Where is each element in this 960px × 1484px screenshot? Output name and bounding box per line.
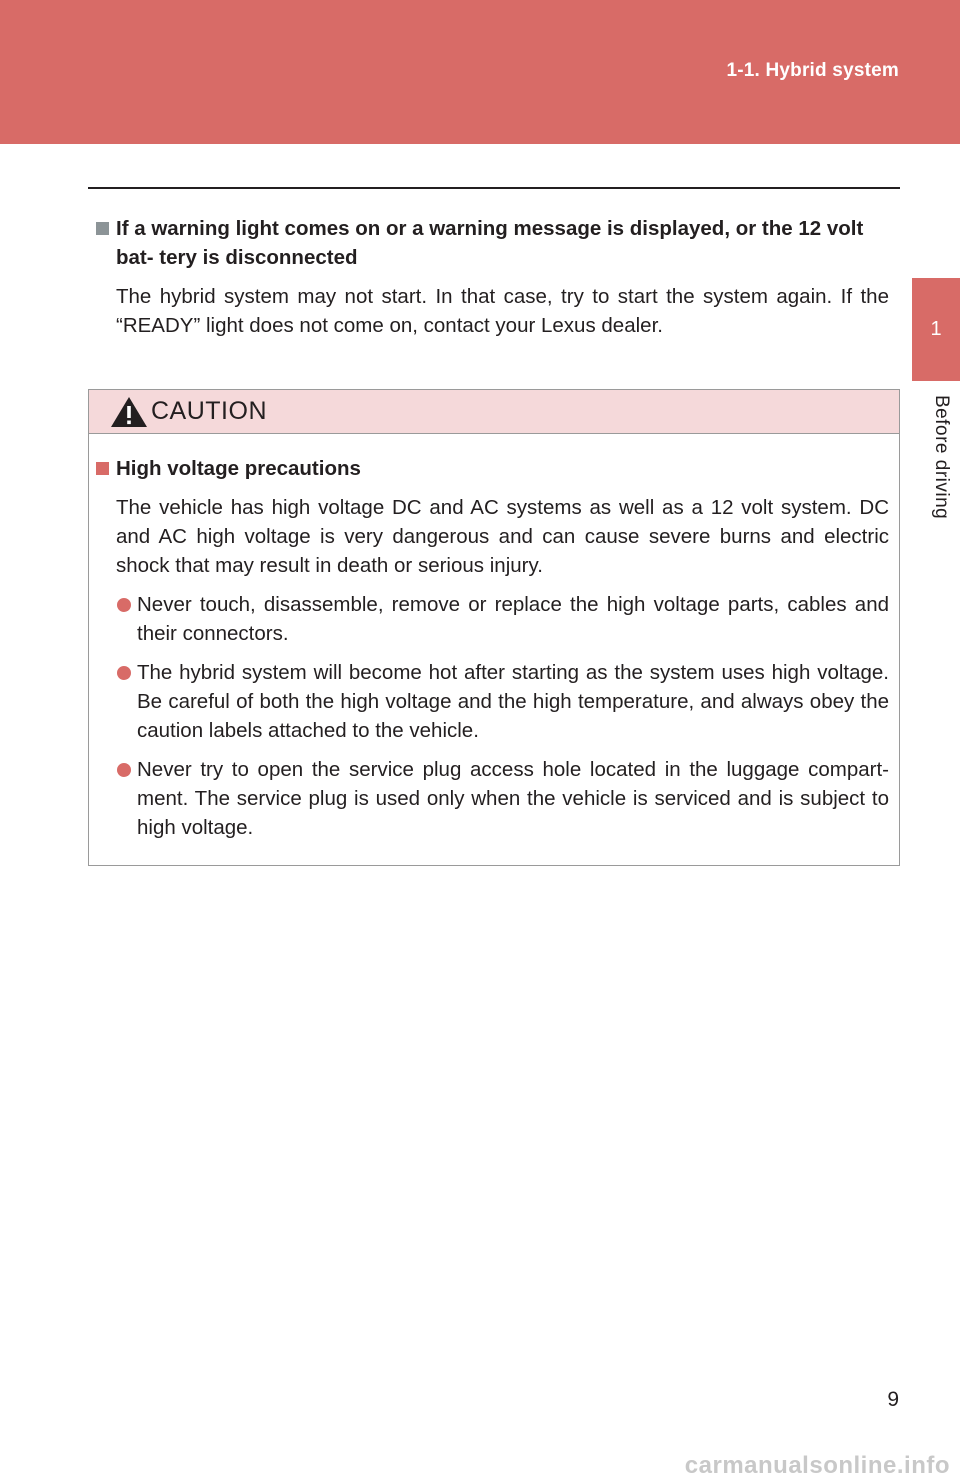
section-title: 1-1. Hybrid system (726, 60, 899, 81)
info-heading-row (96, 214, 889, 272)
watermark: carmanualsonline.info (684, 1452, 950, 1479)
list-item (117, 755, 889, 842)
page-number: 9 (887, 1388, 899, 1411)
caution-box (88, 389, 900, 866)
list-item (117, 590, 889, 648)
chapter-number: 1 (930, 318, 942, 340)
caution-intro: The vehicle has high voltage DC and AC systems as well as a 12 volt system. DC and AC high voltage is very dangerous and can cause severe burns and electric shock that may result in death or serious injury. (116, 496, 889, 577)
circle-bullet-icon (117, 666, 131, 680)
info-body: The hybrid system may not start. In that case, try to start the system again. If the “READY” light does not come on, contact your Lexus dealer. (116, 285, 889, 337)
divider (88, 187, 900, 189)
chapter-label: Before driving (931, 395, 952, 520)
caution-bullet-text: Never touch, disassemble, remove or replace the high voltage parts, cables and their connectors. (137, 593, 889, 645)
square-bullet-icon (96, 462, 109, 475)
list-item (117, 658, 889, 745)
info-section (96, 214, 889, 340)
circle-bullet-icon (117, 598, 131, 612)
caution-bullet-text: The hybrid system will become hot after starting as the system uses high voltage. Be careful of both the high voltage and the high temperature, and always obey the caution labels attached to the vehicle. (137, 661, 889, 742)
caution-title: CAUTION (151, 397, 267, 425)
square-bullet-icon (96, 222, 109, 235)
caution-header (89, 390, 899, 434)
caution-body (89, 434, 899, 842)
caution-heading-row (96, 454, 889, 483)
info-heading: If a warning light comes on or a warning message is displayed, or the 12 volt bat- tery is disconnected (116, 217, 864, 269)
caution-bullet-text: Never try to open the service plug access hole located in the luggage compart- ment. The service plug is used only when the vehicle is serviced and is subject to high voltage. (137, 758, 889, 839)
chapter-tab (912, 278, 960, 381)
caution-heading: High voltage precautions (116, 457, 361, 480)
circle-bullet-icon (117, 763, 131, 777)
header-band (0, 0, 960, 144)
warning-triangle-icon (109, 395, 149, 429)
